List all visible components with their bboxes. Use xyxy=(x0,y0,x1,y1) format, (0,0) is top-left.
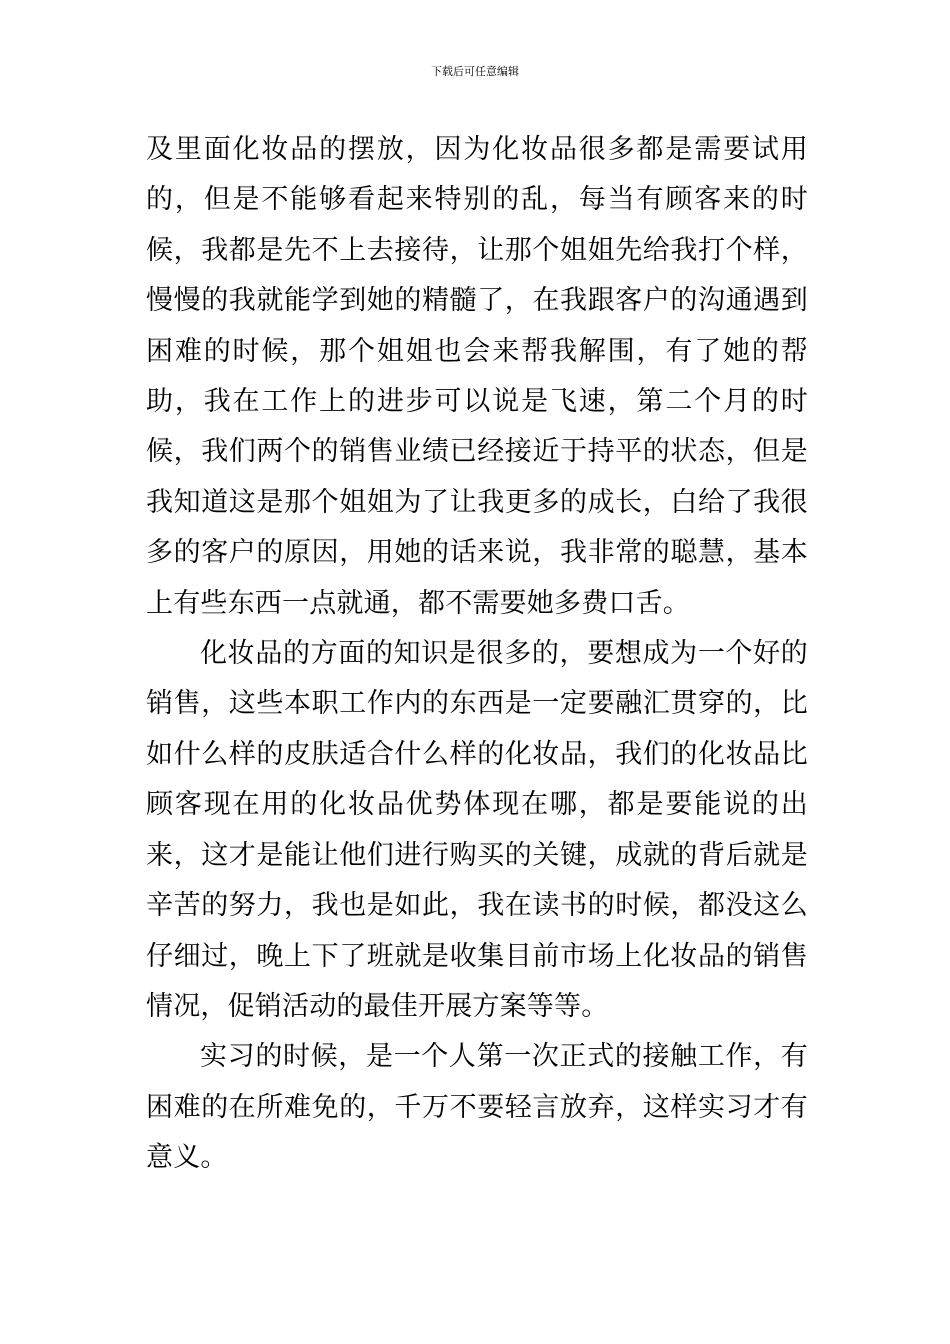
paragraph-3: 实习的时候，是一个人第一次正式的接触工作，有困难的在所难免的，千万不要轻言放弃，这样实习才有意义。 xyxy=(146,1041,808,1174)
paragraph-2: 化妆品的方面的知识是很多的，要想成为一个好的销售，这些本职工作内的东西是一定要融汇贯穿的，比如什么样的皮肤适合什么样的化妆品，我们的化妆品比顾客现在用的化妆品优势体现在哪，都是要能说的出来，这才是能让他们进行购买的关键，成就的背后就是辛苦的努力，我也是如此，我在读书的时候，都没这么仔细过，晚上下了班就是收集目前市场上化妆品的销售情况，促销活动的最佳开展方案等等。 xyxy=(146,638,808,1022)
page-header-note: 下载后可任意编辑 xyxy=(431,65,519,78)
document-body xyxy=(146,125,808,1184)
paragraph-1: 及里面化妆品的摆放，因为化妆品很多都是需要试用的，但是不能够看起来特别的乱，每当有顾客来的时候，我都是先不上去接待，让那个姐姐先给我打个样，慢慢的我就能学到她的精髓了，在我跟客户的沟通遇到困难的时候，那个姐姐也会来帮我解围，有了她的帮助，我在工作上的进步可以说是飞速，第二个月的时候，我们两个的销售业绩已经接近于持平的状态，但是我知道这是那个姐姐为了让我更多的成长，白给了我很多的客户的原因，用她的话来说，我非常的聪慧，基本上有些东西一点就通，都不需要她多费口舌。 xyxy=(146,134,808,619)
